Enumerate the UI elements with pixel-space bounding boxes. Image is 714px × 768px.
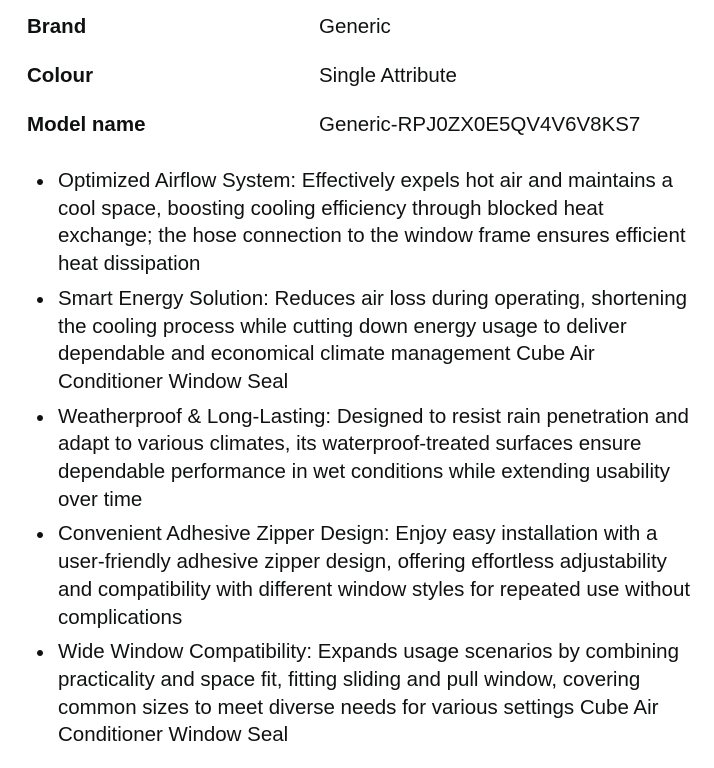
product-specs-table: [27, 12, 640, 159]
spec-row-brand: [27, 12, 640, 61]
spec-value: Single Attribute: [319, 64, 457, 87]
feature-bullet: Convenient Adhesive Zipper Design: Enjoy easy installation with a user-friendly adhesive zipper design, offering effortless adjustability and compatibility with different window styles for repeated use without complications: [58, 520, 698, 631]
spec-row-model-name: [27, 110, 640, 159]
spec-value: Generic: [319, 15, 391, 38]
feature-bullet: Optimized Airflow System: Effectively expels hot air and maintains a cool space, boosting cooling efficiency through blocked heat exchange; the hose connection to the window frame ensures efficient heat dissipation: [58, 167, 698, 278]
feature-bullet: Wide Window Compatibility: Expands usage scenarios by combining practicality and space fit, fitting sliding and pull window, covering common sizes to meet diverse needs for various settings Cube Air Conditioner Window Seal: [58, 638, 698, 749]
spec-label: Model name: [27, 113, 146, 136]
feature-bullet-list: [0, 167, 698, 756]
spec-label: Brand: [27, 15, 87, 38]
spec-row-colour: [27, 61, 640, 110]
feature-bullet: Smart Energy Solution: Reduces air loss during operating, shortening the cooling process while cutting down energy usage to deliver dependable and economical climate management Cube Air Conditioner Window Seal: [58, 285, 698, 396]
feature-bullet: Weatherproof & Long-Lasting: Designed to resist rain penetration and adapt to various climates, its waterproof-treated surfaces ensure dependable performance in wet conditions while extending usability over time: [58, 403, 698, 514]
spec-value: Generic-RPJ0ZX0E5QV4V6V8KS7: [319, 113, 641, 136]
spec-label: Colour: [27, 64, 94, 87]
